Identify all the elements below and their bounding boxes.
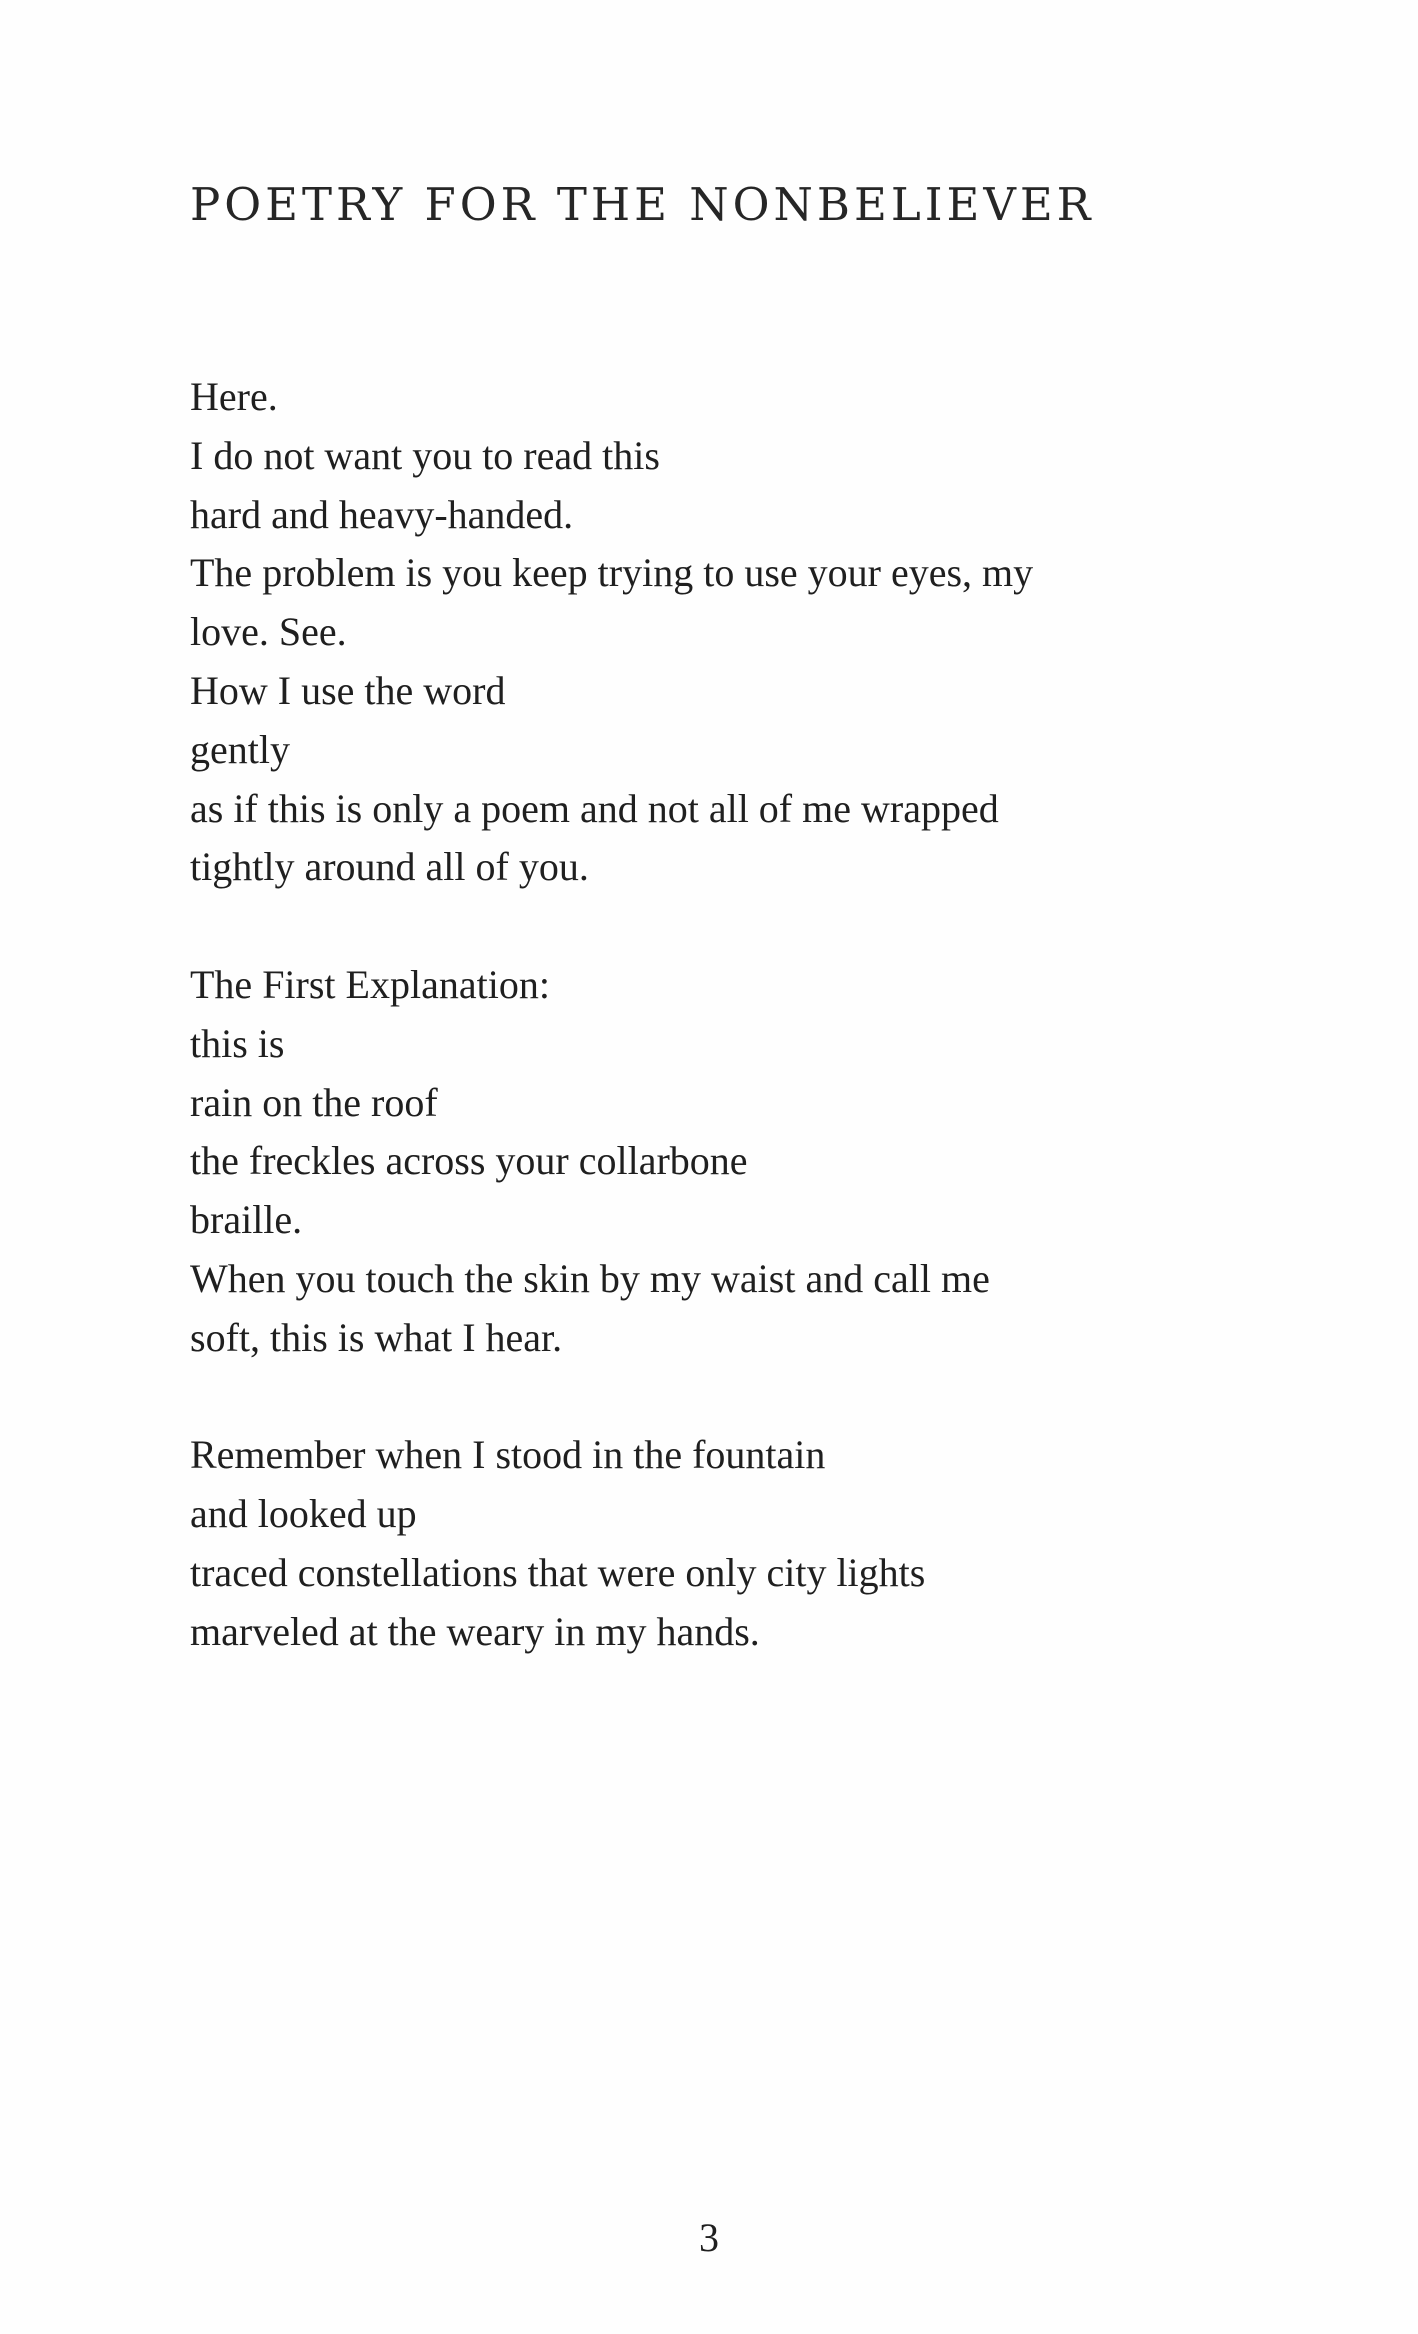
poem-line: the freckles across your collarbone	[190, 1138, 748, 1184]
poem-line: Here.	[190, 374, 278, 419]
poem-line: Remember when I stood in the fountain	[190, 1432, 826, 1478]
poem-line: marveled at the weary in my hands.	[190, 1608, 760, 1654]
poem-line: this is	[190, 1020, 285, 1066]
stanza-2	[190, 956, 1250, 1368]
poem-line: The First Explanation:	[190, 961, 550, 1007]
poem-line: gently	[190, 726, 290, 772]
stanza-1	[190, 368, 1250, 897]
poem-line: and looked up	[190, 1491, 417, 1537]
poem-body	[190, 368, 1250, 1720]
poem-line: How I use the word	[190, 667, 506, 713]
poem-line: I do not want you to read this	[190, 432, 660, 478]
poem-line: When you touch the skin by my waist and call me	[190, 1255, 990, 1301]
poem-line: braille.	[190, 1197, 303, 1243]
poem-line: as if this is only a poem and not all of me wrapped	[190, 785, 999, 831]
stanza-3	[190, 1426, 1250, 1661]
poem-title: POETRY FOR THE NONBELIEVER	[190, 178, 1095, 231]
page-number: 3	[699, 2215, 719, 2260]
poem-line: The problem is you keep trying to use your eyes, my	[190, 550, 1034, 596]
poem-line: love. See.	[190, 609, 347, 655]
poem-line: hard and heavy-handed.	[190, 491, 574, 537]
poem-line: tightly around all of you.	[190, 844, 589, 890]
poem-line: traced constellations that were only city lights	[190, 1549, 926, 1595]
poem-line: soft, this is what I hear.	[190, 1314, 563, 1360]
poem-line: rain on the roof	[190, 1079, 438, 1125]
